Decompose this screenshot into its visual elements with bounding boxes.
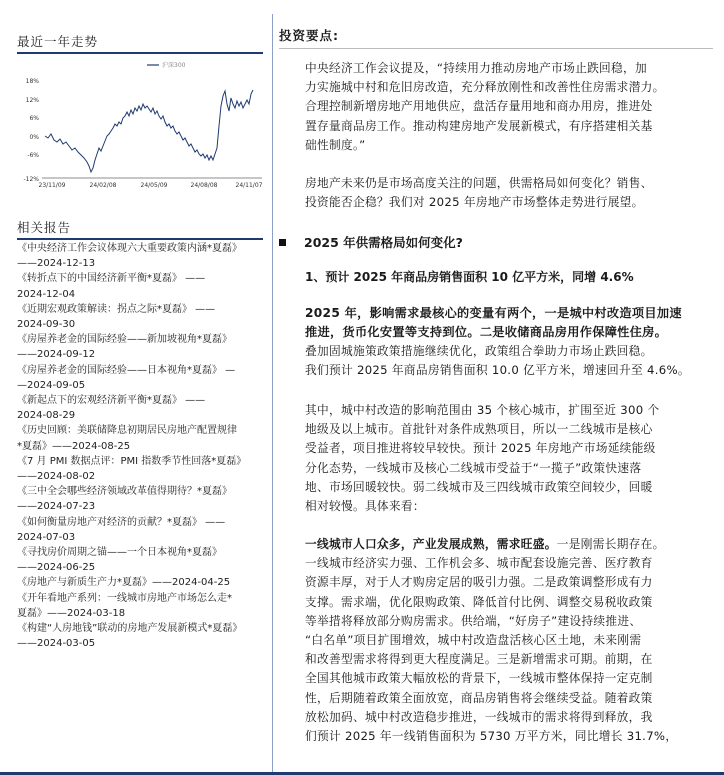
report-line: 夏磊》——2024-03-18 bbox=[17, 607, 126, 619]
report-item[interactable] bbox=[17, 484, 265, 514]
index-trend-chart bbox=[17, 56, 263, 192]
text-line: 支撑。需求端，优化限购政策、降低首付比例、调整交易税收政策 bbox=[305, 594, 653, 609]
y-tick-0: 0% bbox=[29, 134, 39, 141]
paragraph-key-variables bbox=[305, 304, 705, 342]
paragraph-policy bbox=[305, 59, 705, 155]
reports-title-rule bbox=[17, 238, 263, 240]
text-line: 性，后期随着政策全面放宽，商品房销售将会继续受益。随着政策 bbox=[305, 690, 653, 705]
paragraph-urban-village bbox=[305, 401, 705, 516]
paragraph-forecast bbox=[305, 342, 705, 380]
column-divider bbox=[272, 14, 273, 774]
x-tick-3: 24/05/09 bbox=[140, 182, 168, 189]
text-line: 地级及以上城市。首批针对条件成熟项目，所以一二线城市是核心 bbox=[305, 422, 653, 437]
highlights-title-rule bbox=[279, 48, 713, 49]
trend-section-title: 最近一年走势 bbox=[17, 34, 99, 49]
report-line: 《中央经济工作会议体现六大重要政策内涵*夏磊》 bbox=[17, 243, 242, 254]
text-line: 分化态势，一线城市及核心二线城市受益于“一揽子”政策快速落 bbox=[305, 460, 642, 475]
text-line: 房地产未来仍是市场高度关注的问题，供需格局如何变化？销售、 bbox=[305, 176, 653, 190]
report-line: —2024-09-05 bbox=[17, 379, 86, 391]
text-line: 其中，城中村改造的影响范围由 35 个核心城市，扩围至近 300 个 bbox=[305, 403, 660, 417]
y-tick-6: 6% bbox=[29, 115, 39, 122]
y-tick-neg6: -6% bbox=[27, 152, 39, 159]
text-line: 等举措将释放部分购房需求。供给端，“好房子”建设持续推进、 bbox=[305, 613, 642, 628]
related-reports-list bbox=[17, 241, 265, 651]
text-line: 一线城市经济实力强、工作机会多、城市配套设施完善、医疗教育 bbox=[305, 556, 653, 571]
report-line: 《7 月 PMI 数据点评：PMI 指数季节性回落*夏磊》 bbox=[17, 455, 247, 467]
report-line: 《新起点下的宏观经济新平衡*夏磊》 —— bbox=[17, 395, 206, 407]
report-line: 2024-08-29 bbox=[17, 410, 76, 422]
report-line: 《构建“人房地钱”联动的房地产发展新模式*夏磊》 bbox=[17, 623, 243, 635]
report-item[interactable] bbox=[17, 621, 265, 651]
report-line: 《转折点下的中国经济新平衡*夏磊》 —— bbox=[17, 273, 206, 285]
text-line: 相对较慢。具体来看： bbox=[305, 499, 425, 514]
report-item[interactable] bbox=[17, 575, 265, 590]
report-line: 《寻找房价周期之锚——一个日本视角*夏磊》 bbox=[17, 547, 222, 559]
text-line: 受益者，项目推进将较早较快。预计 2025 年房地产市场延续能级 bbox=[305, 441, 656, 456]
tier1-lead-rest: 一是刚需长期存在。 bbox=[556, 537, 665, 551]
text-line: 推进，货币化安置等支持到位。二是收储商品房用作保障性住房。 bbox=[305, 325, 668, 340]
text-line: 置存量商品房工作。推动构建房地产发展新模式，有序搭建相关基 bbox=[305, 118, 653, 133]
report-line: 《开年看地产系列：一线城市房地产市场怎么走* bbox=[17, 592, 232, 604]
report-line: 2024-07-03 bbox=[17, 531, 76, 543]
report-line: 《房屋养老金的国际经验——日本视角*夏磊》 — bbox=[17, 364, 236, 376]
text-line: 中央经济工作会议提及，“持续用力推动房地产市场止跌回稳，加 bbox=[305, 61, 648, 75]
text-line: 资源丰厚，对于人才购房定居的吸引力强。二是政策调整形成有力 bbox=[305, 575, 653, 590]
x-tick-4: 24/08/08 bbox=[190, 182, 218, 189]
report-item[interactable] bbox=[17, 423, 265, 453]
report-item[interactable] bbox=[17, 515, 265, 545]
y-tick-neg12: -12% bbox=[23, 176, 39, 183]
report-item[interactable] bbox=[17, 591, 265, 621]
text-line: 合理控制新增房地产用地供应，盘活存量用地和商办用房，推进处 bbox=[305, 99, 653, 114]
report-item[interactable] bbox=[17, 302, 265, 332]
text-line: 力实施城中村和危旧房改造，充分释放刚性和改善性住房需求潜力。 bbox=[305, 80, 665, 95]
report-line: ——2024-09-12 bbox=[17, 349, 96, 361]
report-line: ——2024-06-25 bbox=[17, 562, 96, 574]
y-tick-12: 12% bbox=[25, 97, 39, 104]
report-line: 《历史回顾：美联储降息初期居民房地产配置规律 bbox=[17, 425, 237, 437]
text-line: 础性制度。” bbox=[305, 137, 366, 152]
text-line: 们预计 2025 年一线销售面积为 5730 万平方米，同比增长 31.7%， bbox=[305, 729, 678, 744]
y-tick-18: 18% bbox=[25, 78, 39, 85]
report-line: 2024-09-30 bbox=[17, 319, 76, 331]
related-reports-title: 相关报告 bbox=[17, 220, 72, 235]
text-line: 叠加固城施策政策措施继续优化，政策组合拳助力市场止跌回稳。 bbox=[305, 344, 653, 358]
paragraph-outlook bbox=[305, 174, 705, 212]
x-tick-2: 24/02/08 bbox=[89, 182, 117, 189]
tier1-lead-bold: 一线城市人口众多，产业发展成熟，需求旺盛。 bbox=[305, 537, 557, 551]
paragraph-tier1-cities bbox=[305, 535, 705, 746]
report-line: 2024-12-04 bbox=[17, 288, 76, 300]
text-line: 和改善型需求将得到更大程度满足。三是新增需求可期。前期，在 bbox=[305, 652, 653, 667]
report-item[interactable] bbox=[17, 545, 265, 575]
report-line: 《如何衡量房地产对经济的贡献？*夏磊》 —— bbox=[17, 516, 226, 528]
tier1-body bbox=[305, 554, 705, 746]
report-line: *夏磊》——2024-08-25 bbox=[17, 440, 131, 452]
text-line: 投资能否企稳？我们对 2025 年房地产市场整体走势进行展望。 bbox=[305, 195, 644, 210]
report-item[interactable] bbox=[17, 241, 265, 271]
investment-highlights-title: 投资要点: bbox=[279, 28, 339, 43]
section-heading-supply-demand bbox=[279, 233, 463, 251]
report-item[interactable] bbox=[17, 363, 265, 393]
report-line: ——2024-08-02 bbox=[17, 471, 96, 483]
trend-title-rule bbox=[17, 52, 263, 54]
x-tick-5: 24/11/07 bbox=[235, 182, 263, 189]
report-line: ——2024-03-05 bbox=[17, 638, 96, 650]
section-heading-text: 2025 年供需格局如何变化? bbox=[304, 235, 463, 250]
report-line: 《房屋养老金的国际经验——新加坡视角*夏磊》 bbox=[17, 334, 232, 346]
report-item[interactable] bbox=[17, 454, 265, 484]
text-line: 放松加码、城中村改造稳步推进，一线城市的需求将得到释放，我 bbox=[305, 709, 653, 724]
text-line: 全国其他城市政策大幅放松的背景下，一线城市整体保持一定克制 bbox=[305, 671, 653, 686]
subheading-sales-forecast: 1、预计 2025 年商品房销售面积 10 亿平方米，同增 4.6% bbox=[305, 270, 634, 284]
report-line: ——2024-07-23 bbox=[17, 501, 96, 513]
square-bullet-icon bbox=[279, 239, 286, 246]
x-tick-1: 23/11/09 bbox=[38, 182, 66, 189]
text-line: “白名单”项目扩围增效，城中村改造盘活核心区土地，未来刚需 bbox=[305, 633, 642, 648]
text-line: 2025 年，影响需求最核心的变量有两个，一是城中村改造项目加速 bbox=[305, 306, 682, 320]
report-item[interactable] bbox=[17, 393, 265, 423]
text-line: 我们预计 2025 年商品房销售面积 10.0 亿平方米，增速回升至 4.6%。 bbox=[305, 363, 690, 378]
report-line: 《近期宏观政策解读：拐点之际*夏磊》 —— bbox=[17, 303, 216, 315]
report-item[interactable] bbox=[17, 271, 265, 301]
legend-label: 沪深300 bbox=[162, 62, 186, 69]
report-item[interactable] bbox=[17, 332, 265, 362]
report-line: 《房地产与新质生产力*夏磊》——2024-04-25 bbox=[17, 577, 231, 589]
report-line: 《三中全会哪些经济领域改革值得期待？*夏磊》 bbox=[17, 486, 232, 498]
text-line: 地、市场回暖较快。弱二线城市及三四线城市政策空间较少，回暖 bbox=[305, 479, 653, 494]
index-series-line bbox=[45, 90, 253, 172]
report-line: ——2024-12-13 bbox=[17, 258, 96, 270]
